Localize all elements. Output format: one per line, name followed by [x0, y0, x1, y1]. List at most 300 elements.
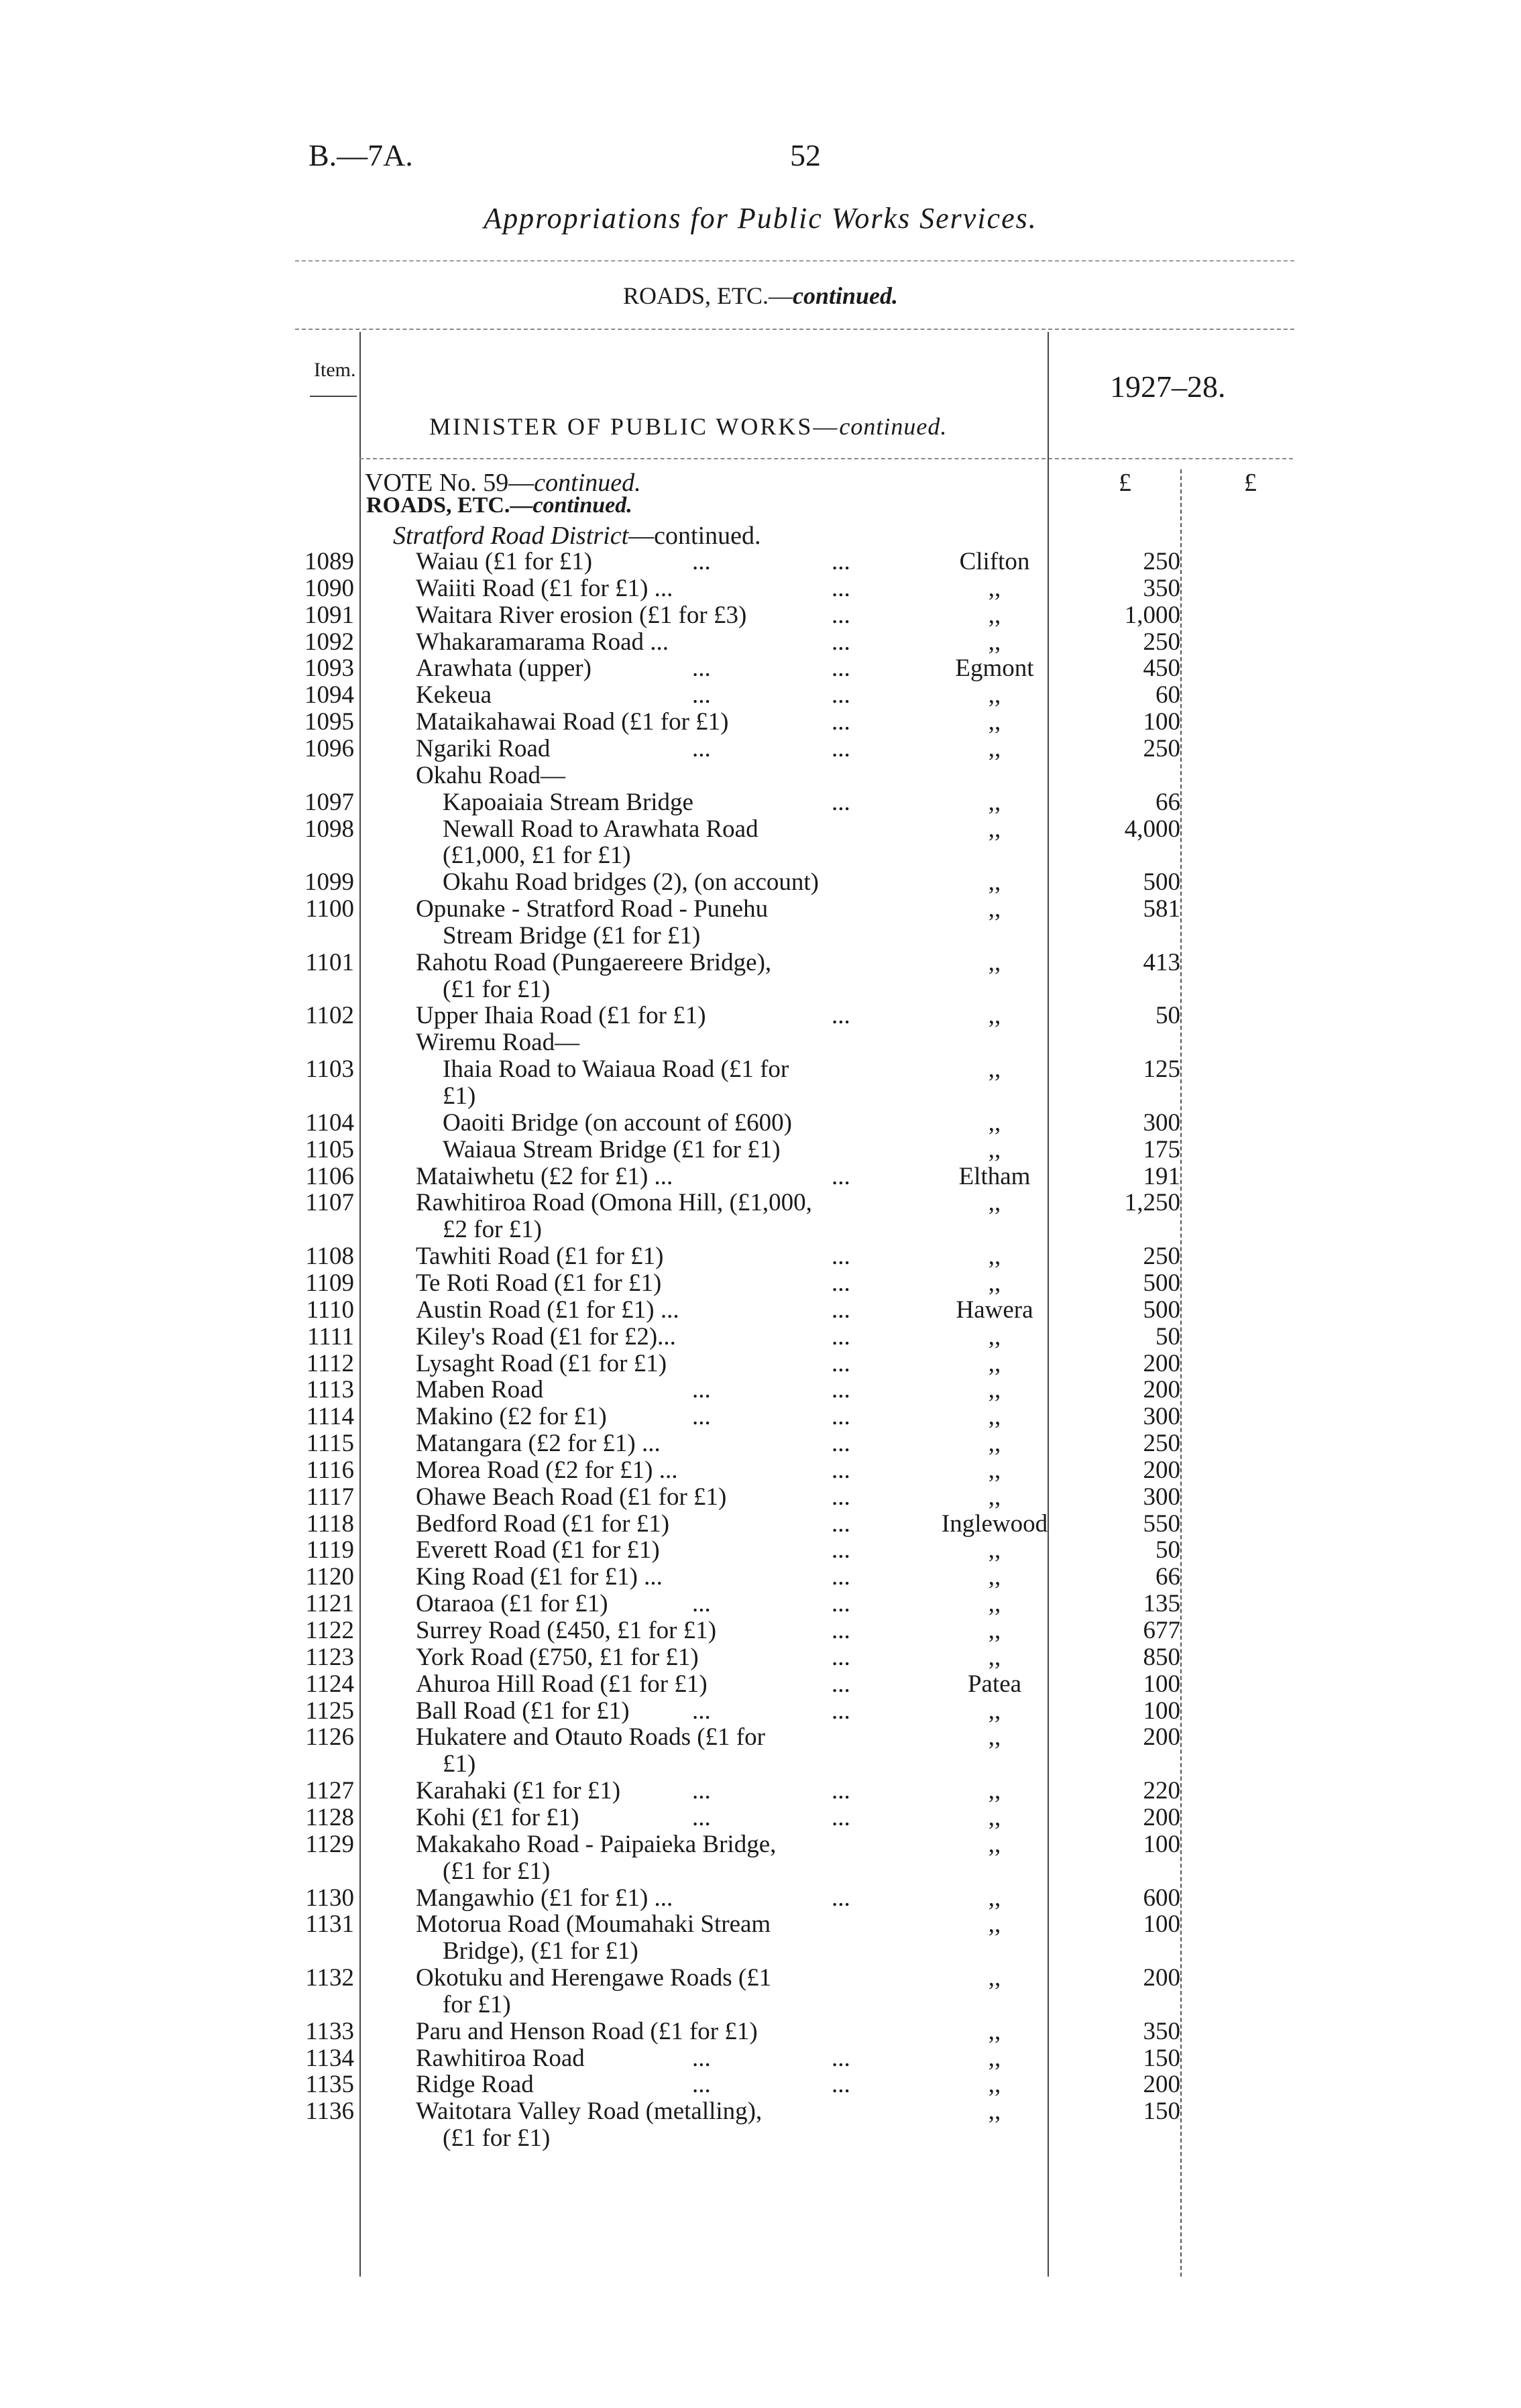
leader-dots: ... [832, 681, 850, 709]
amount: 500 [1143, 1296, 1180, 1324]
table-row [0, 869, 1521, 895]
table-row [0, 1110, 1521, 1136]
leader-dots: ... [832, 1803, 850, 1831]
amount: 350 [1143, 2017, 1180, 2045]
leader-dots: ... [832, 1670, 850, 1698]
item-description: Waiaua Stream Bridge (£1 for £1) [443, 1135, 781, 1163]
item-number: 1112 [306, 1349, 354, 1377]
leader-dots: ... [692, 1697, 711, 1725]
table-row [0, 1644, 1521, 1670]
table-row [0, 682, 1521, 708]
item-description: (£1 for £1) [443, 1857, 551, 1885]
leader-dots: ... [832, 1296, 850, 1324]
item-description: Ahuroa Hill Road (£1 for £1) [416, 1670, 708, 1698]
leader-dots: ... [832, 1162, 850, 1190]
item-description: Kiley's Road (£1 for £2)... [416, 1322, 676, 1351]
item-description: Motorua Road (Moumahaki Stream [416, 1910, 771, 1939]
ministry-header-prefix: MINISTER OF PUBLIC WORKS— [429, 413, 840, 440]
item-description: Oaoiti Bridge (on account of £600) [443, 1108, 792, 1137]
amount: 300 [1143, 1108, 1180, 1137]
item-description: Austin Road (£1 for £1) ... [416, 1296, 679, 1324]
ministry-header-suffix: continued. [839, 413, 948, 440]
amount: 200 [1143, 1723, 1180, 1752]
amount: 191 [1143, 1162, 1180, 1190]
road-district: ,, [988, 1108, 1001, 1137]
item-description: Ball Road (£1 for £1) [416, 1697, 630, 1725]
road-district: Hawera [956, 1296, 1033, 1324]
leader-dots: ... [692, 1803, 711, 1831]
amount: 300 [1143, 1483, 1180, 1511]
road-district: ,, [988, 895, 1001, 923]
leader-dots: ... [692, 734, 711, 762]
amount: 100 [1143, 1670, 1180, 1698]
item-description: £1) [443, 1750, 476, 1778]
road-district: ,, [988, 788, 1001, 816]
item-number: 1109 [305, 1269, 354, 1297]
table-row [0, 1083, 1521, 1109]
item-number: 1093 [304, 654, 354, 683]
currency-label-1: £ [1119, 469, 1131, 497]
table-row [0, 2125, 1521, 2151]
road-district: ,, [988, 1590, 1001, 1618]
table-row [0, 1671, 1521, 1697]
leader-dots: ... [832, 1430, 850, 1458]
item-description: Mataikahawai Road (£1 for £1) [416, 708, 729, 736]
road-district: ,, [988, 1002, 1001, 1030]
amount: 250 [1143, 1430, 1180, 1458]
item-description: Ngariki Road [416, 734, 551, 762]
road-district: ,, [988, 1376, 1001, 1404]
road-district: ,, [988, 1403, 1001, 1431]
amount: 1,250 [1124, 1189, 1180, 1217]
amount: 50 [1156, 1002, 1180, 1030]
item-number: 1120 [305, 1563, 354, 1591]
leader-dots: ... [692, 681, 711, 709]
amount: 60 [1156, 681, 1180, 709]
item-description: Karahaki (£1 for £1) [416, 1777, 621, 1805]
item-number: 1128 [305, 1803, 354, 1831]
item-description: (£1 for £1) [443, 2124, 551, 2153]
amount: 150 [1143, 2098, 1180, 2126]
table-row [0, 2071, 1521, 2098]
road-district: ,, [988, 2017, 1001, 2045]
table-row [0, 762, 1521, 789]
leader-dots: ... [832, 1269, 850, 1297]
amount: 250 [1143, 734, 1180, 762]
item-description: Upper Ihaia Road (£1 for £1) [416, 1002, 706, 1030]
amount: 250 [1143, 1243, 1180, 1271]
road-district: ,, [988, 2098, 1001, 2126]
table-row [0, 2045, 1521, 2071]
leader-dots: ... [832, 1002, 850, 1030]
amount: 850 [1143, 1643, 1180, 1671]
item-description: Kohi (£1 for £1) [416, 1803, 579, 1831]
leader-dots: ... [692, 548, 711, 575]
table-row [0, 1724, 1521, 1750]
road-district: ,, [988, 601, 1001, 629]
table-row [0, 896, 1521, 922]
leader-dots: ... [832, 2044, 850, 2072]
item-description: Newall Road to Arawhata Road [443, 815, 758, 843]
amount: 200 [1143, 1964, 1180, 1992]
amount: 581 [1143, 895, 1180, 923]
item-description: Waitotara Valley Road (metalling), [416, 2098, 763, 2126]
item-description: (£1,000, £1 for £1) [443, 842, 631, 870]
road-district: ,, [988, 1697, 1001, 1725]
road-district: ,, [988, 1964, 1001, 1992]
item-description: Maben Road [416, 1376, 544, 1404]
district-subheading [393, 521, 761, 551]
document-reference: B.—7A. [308, 138, 413, 172]
item-number: 1091 [304, 601, 354, 629]
district-subheading-name: Stratford Road District [393, 522, 629, 550]
section-heading [0, 282, 1521, 310]
road-district: ,, [988, 1884, 1001, 1912]
road-district: ,, [988, 815, 1001, 843]
leader-dots: ... [832, 734, 850, 762]
leader-dots: ... [832, 2071, 850, 2099]
table-row [0, 1216, 1521, 1243]
item-column-header: Item. [314, 359, 356, 381]
item-description: £2 for £1) [443, 1216, 542, 1244]
road-district: ,, [988, 734, 1001, 762]
table-row [0, 1056, 1521, 1082]
table-row [0, 1484, 1521, 1510]
leader-dots: ... [692, 2071, 711, 2099]
road-district: ,, [988, 868, 1001, 897]
amount: 250 [1143, 548, 1180, 575]
leader-dots: ... [692, 1376, 711, 1404]
item-number: 1105 [305, 1135, 354, 1163]
table-row [0, 736, 1521, 762]
amount: 300 [1143, 1403, 1180, 1431]
table-row [0, 1137, 1521, 1163]
road-district: ,, [988, 1723, 1001, 1752]
item-description: Opunake - Stratford Road - Punehu [416, 895, 769, 923]
road-district: ,, [988, 948, 1001, 976]
table-row [0, 1163, 1521, 1190]
table-row [0, 1297, 1521, 1323]
amount: 100 [1143, 1697, 1180, 1725]
amount: 4,000 [1124, 815, 1180, 843]
item-description: Makakaho Road - Paipaieka Bridge, [416, 1830, 777, 1858]
table-row [0, 1591, 1521, 1617]
road-district: ,, [988, 1456, 1001, 1484]
item-number: 1121 [305, 1590, 354, 1618]
item-number: 1111 [307, 1322, 354, 1351]
table-row [0, 1351, 1521, 1377]
road-district: ,, [988, 1830, 1001, 1858]
road-district: ,, [988, 1349, 1001, 1377]
leader-dots: ... [692, 1777, 711, 1805]
item-number: 1132 [305, 1964, 354, 1992]
item-description: Mataiwhetu (£2 for £1) ... [416, 1162, 673, 1190]
table-row [0, 789, 1521, 815]
item-description: Paru and Henson Road (£1 for £1) [416, 2017, 758, 2045]
item-description: Surrey Road (£450, £1 for £1) [416, 1617, 717, 1644]
item-description: Otaraoa (£1 for £1) [416, 1590, 608, 1618]
leader-dots: ... [832, 1509, 850, 1538]
road-district: ,, [988, 708, 1001, 736]
road-district: ,, [988, 1803, 1001, 1831]
item-description: Okahu Road— [416, 761, 565, 789]
road-district: ,, [988, 1135, 1001, 1163]
item-description: Rawhitiroa Road (Omona Hill, (£1,000, [416, 1189, 812, 1217]
leader-dots: ... [832, 654, 850, 683]
table-row [0, 2018, 1521, 2045]
amount: 500 [1143, 868, 1180, 897]
table-row [0, 2098, 1521, 2124]
item-description: Bridge), (£1 for £1) [443, 1937, 638, 1965]
item-description: Okahu Road bridges (2), (on account) [443, 868, 819, 897]
currency-label-2: £ [1244, 469, 1257, 497]
leader-dots: ... [832, 548, 850, 575]
item-number: 1092 [304, 628, 354, 656]
amount: 677 [1143, 1617, 1180, 1644]
leader-dots: ... [832, 1456, 850, 1484]
amount: 550 [1143, 1509, 1180, 1538]
item-header-underline [310, 396, 357, 397]
amount: 150 [1143, 2044, 1180, 2072]
item-number: 1129 [305, 1830, 354, 1858]
table-row [0, 950, 1521, 976]
table-row [0, 842, 1521, 868]
item-description: Stream Bridge (£1 for £1) [443, 921, 701, 950]
leader-dots: ... [832, 1403, 850, 1431]
leader-dots: ... [832, 1617, 850, 1644]
table-row [0, 575, 1521, 601]
table-row [0, 602, 1521, 628]
leader-dots: ... [832, 1243, 850, 1271]
amount: 66 [1156, 1563, 1180, 1591]
road-district: ,, [988, 2071, 1001, 2099]
item-description: Waiiti Road (£1 for £1) ... [416, 574, 673, 602]
item-description: Waiau (£1 for £1) [416, 548, 593, 575]
road-district: ,, [988, 1483, 1001, 1511]
item-number: 1119 [306, 1536, 354, 1564]
road-district: ,, [988, 1910, 1001, 1939]
item-number: 1104 [305, 1108, 354, 1137]
item-number: 1097 [304, 788, 354, 816]
road-district: ,, [988, 1243, 1001, 1271]
amount: 600 [1143, 1884, 1180, 1912]
road-district: ,, [988, 1563, 1001, 1591]
table-row [0, 1992, 1521, 2018]
table-row [0, 1002, 1521, 1029]
leader-dots: ... [832, 1643, 850, 1671]
amount: 100 [1143, 1830, 1180, 1858]
item-number: 1133 [305, 2017, 354, 2045]
item-number: 1134 [305, 2044, 354, 2072]
item-number: 1125 [305, 1697, 354, 1725]
road-district: ,, [988, 2044, 1001, 2072]
ministry-header [429, 412, 947, 441]
table-row [0, 1751, 1521, 1777]
table-row [0, 1804, 1521, 1831]
roads-subheading-suffix: continued. [532, 493, 632, 518]
item-number: 1096 [304, 734, 354, 762]
vote-heading-suffix: continued. [534, 469, 641, 497]
road-district: ,, [988, 1617, 1001, 1644]
item-description: Bedford Road (£1 for £1) [416, 1509, 670, 1538]
road-district: ,, [988, 1536, 1001, 1564]
amount: 50 [1156, 1322, 1180, 1351]
table-row [0, 1564, 1521, 1590]
item-description: for £1) [443, 1990, 511, 2018]
item-number: 1131 [305, 1910, 354, 1939]
vote-heading-prefix: VOTE No. 59— [365, 469, 534, 497]
road-district: ,, [988, 1322, 1001, 1351]
item-number: 1103 [305, 1055, 354, 1084]
title-divider [295, 260, 1294, 262]
item-description: Wiremu Road— [416, 1029, 580, 1057]
table-row [0, 1698, 1521, 1724]
amount: 220 [1143, 1777, 1180, 1805]
item-number: 1102 [305, 1002, 354, 1030]
ministry-header-underline [359, 458, 1293, 459]
leader-dots: ... [832, 708, 850, 736]
item-number: 1099 [304, 868, 354, 897]
roads-subheading-prefix: ROADS, ETC.— [366, 493, 533, 518]
item-number: 1126 [305, 1723, 354, 1752]
item-number: 1114 [306, 1403, 354, 1431]
table-row [0, 1430, 1521, 1456]
item-description: Lysaght Road (£1 for £1) [416, 1349, 667, 1377]
item-description: Matangara (£2 for £1) ... [416, 1430, 661, 1458]
item-description: King Road (£1 for £1) ... [416, 1563, 663, 1591]
leader-dots: ... [832, 1536, 850, 1564]
table-row [0, 1778, 1521, 1804]
item-number: 1101 [305, 948, 354, 976]
road-district: ,, [988, 1643, 1001, 1671]
table-row [0, 1965, 1521, 1991]
table-row [0, 976, 1521, 1002]
amount: 250 [1143, 628, 1180, 656]
road-district: Patea [967, 1670, 1022, 1698]
table-row [0, 1403, 1521, 1430]
item-description: Ohawe Beach Road (£1 for £1) [416, 1483, 727, 1511]
item-description: Makino (£2 for £1) [416, 1403, 607, 1431]
table-row [0, 1911, 1521, 1937]
amount: 100 [1143, 1910, 1180, 1939]
year-column-header: 1927–28. [1110, 369, 1226, 404]
item-number: 1117 [306, 1483, 354, 1511]
item-number: 1122 [305, 1617, 354, 1644]
leader-dots: ... [832, 1563, 850, 1591]
item-number: 1130 [305, 1884, 354, 1912]
amount: 350 [1143, 574, 1180, 602]
leader-dots: ... [832, 1590, 850, 1618]
item-number: 1106 [305, 1162, 354, 1190]
item-number: 1123 [305, 1643, 354, 1671]
amount: 450 [1143, 654, 1180, 683]
section-heading-prefix: ROADS, ETC.— [622, 282, 793, 309]
road-district: Eltham [958, 1162, 1031, 1190]
amount: 50 [1156, 1536, 1180, 1564]
leader-dots: ... [832, 574, 850, 602]
amount: 175 [1143, 1135, 1180, 1163]
road-district: ,, [988, 628, 1001, 656]
item-number: 1135 [305, 2071, 354, 2099]
item-description: Everett Road (£1 for £1) [416, 1536, 660, 1564]
leader-dots: ... [832, 1349, 850, 1377]
leader-dots: ... [832, 1322, 850, 1351]
item-number: 1095 [304, 708, 354, 736]
page-number: 52 [790, 138, 821, 172]
table-row [0, 1324, 1521, 1350]
item-description: Hukatere and Otauto Roads (£1 for [416, 1723, 765, 1752]
road-district: Inglewood [941, 1509, 1048, 1538]
road-district: ,, [988, 1055, 1001, 1084]
table-row [0, 629, 1521, 655]
table-row [0, 1243, 1521, 1269]
leader-dots: ... [832, 601, 850, 629]
table-top-rule [295, 329, 1294, 330]
table-row [0, 1457, 1521, 1483]
leader-dots: ... [692, 1403, 711, 1431]
table-row [0, 1029, 1521, 1055]
item-description: Kekeua [416, 681, 492, 709]
leader-dots: ... [832, 1483, 850, 1511]
amount: 200 [1143, 2071, 1180, 2099]
item-description: (£1 for £1) [443, 975, 551, 1003]
item-description: Ridge Road [416, 2071, 534, 2099]
table-row [0, 1617, 1521, 1644]
item-description: £1) [443, 1082, 476, 1110]
road-district: ,, [988, 574, 1001, 602]
amount: 135 [1143, 1590, 1180, 1618]
table-row [0, 816, 1521, 842]
item-number: 1090 [304, 574, 354, 602]
page-title: Appropriations for Public Works Services. [484, 202, 1037, 235]
table-row [0, 549, 1521, 575]
leader-dots: ... [692, 2044, 711, 2072]
amount: 200 [1143, 1376, 1180, 1404]
road-district: Clifton [959, 548, 1030, 575]
table-row [0, 1190, 1521, 1216]
table-row [0, 1270, 1521, 1296]
table-row [0, 1938, 1521, 1964]
amount: 413 [1143, 948, 1180, 976]
item-number: 1108 [305, 1243, 354, 1271]
item-description: Te Roti Road (£1 for £1) [416, 1269, 662, 1297]
table-row [0, 1377, 1521, 1403]
item-number: 1118 [306, 1509, 354, 1538]
item-description: Tawhiti Road (£1 for £1) [416, 1243, 664, 1271]
table-row [0, 923, 1521, 949]
item-number: 1136 [305, 2098, 354, 2126]
item-number: 1089 [304, 548, 354, 575]
item-description: Arawhata (upper) [416, 654, 592, 683]
table-row [0, 709, 1521, 735]
amount: 500 [1143, 1269, 1180, 1297]
section-heading-suffix: continued. [793, 282, 899, 309]
leader-dots: ... [832, 1376, 850, 1404]
roads-subheading [366, 493, 632, 518]
table-row [0, 1511, 1521, 1537]
road-district: ,, [988, 1777, 1001, 1805]
leader-dots: ... [832, 788, 850, 816]
amount: 1,000 [1124, 601, 1180, 629]
item-number: 1127 [305, 1777, 354, 1805]
item-number: 1124 [305, 1670, 354, 1698]
table-row [0, 1858, 1521, 1884]
item-description: Morea Road (£2 for £1) ... [416, 1456, 678, 1484]
item-description: York Road (£750, £1 for £1) [416, 1643, 699, 1671]
leader-dots: ... [832, 1884, 850, 1912]
table-row [0, 1885, 1521, 1911]
road-district: ,, [988, 681, 1001, 709]
